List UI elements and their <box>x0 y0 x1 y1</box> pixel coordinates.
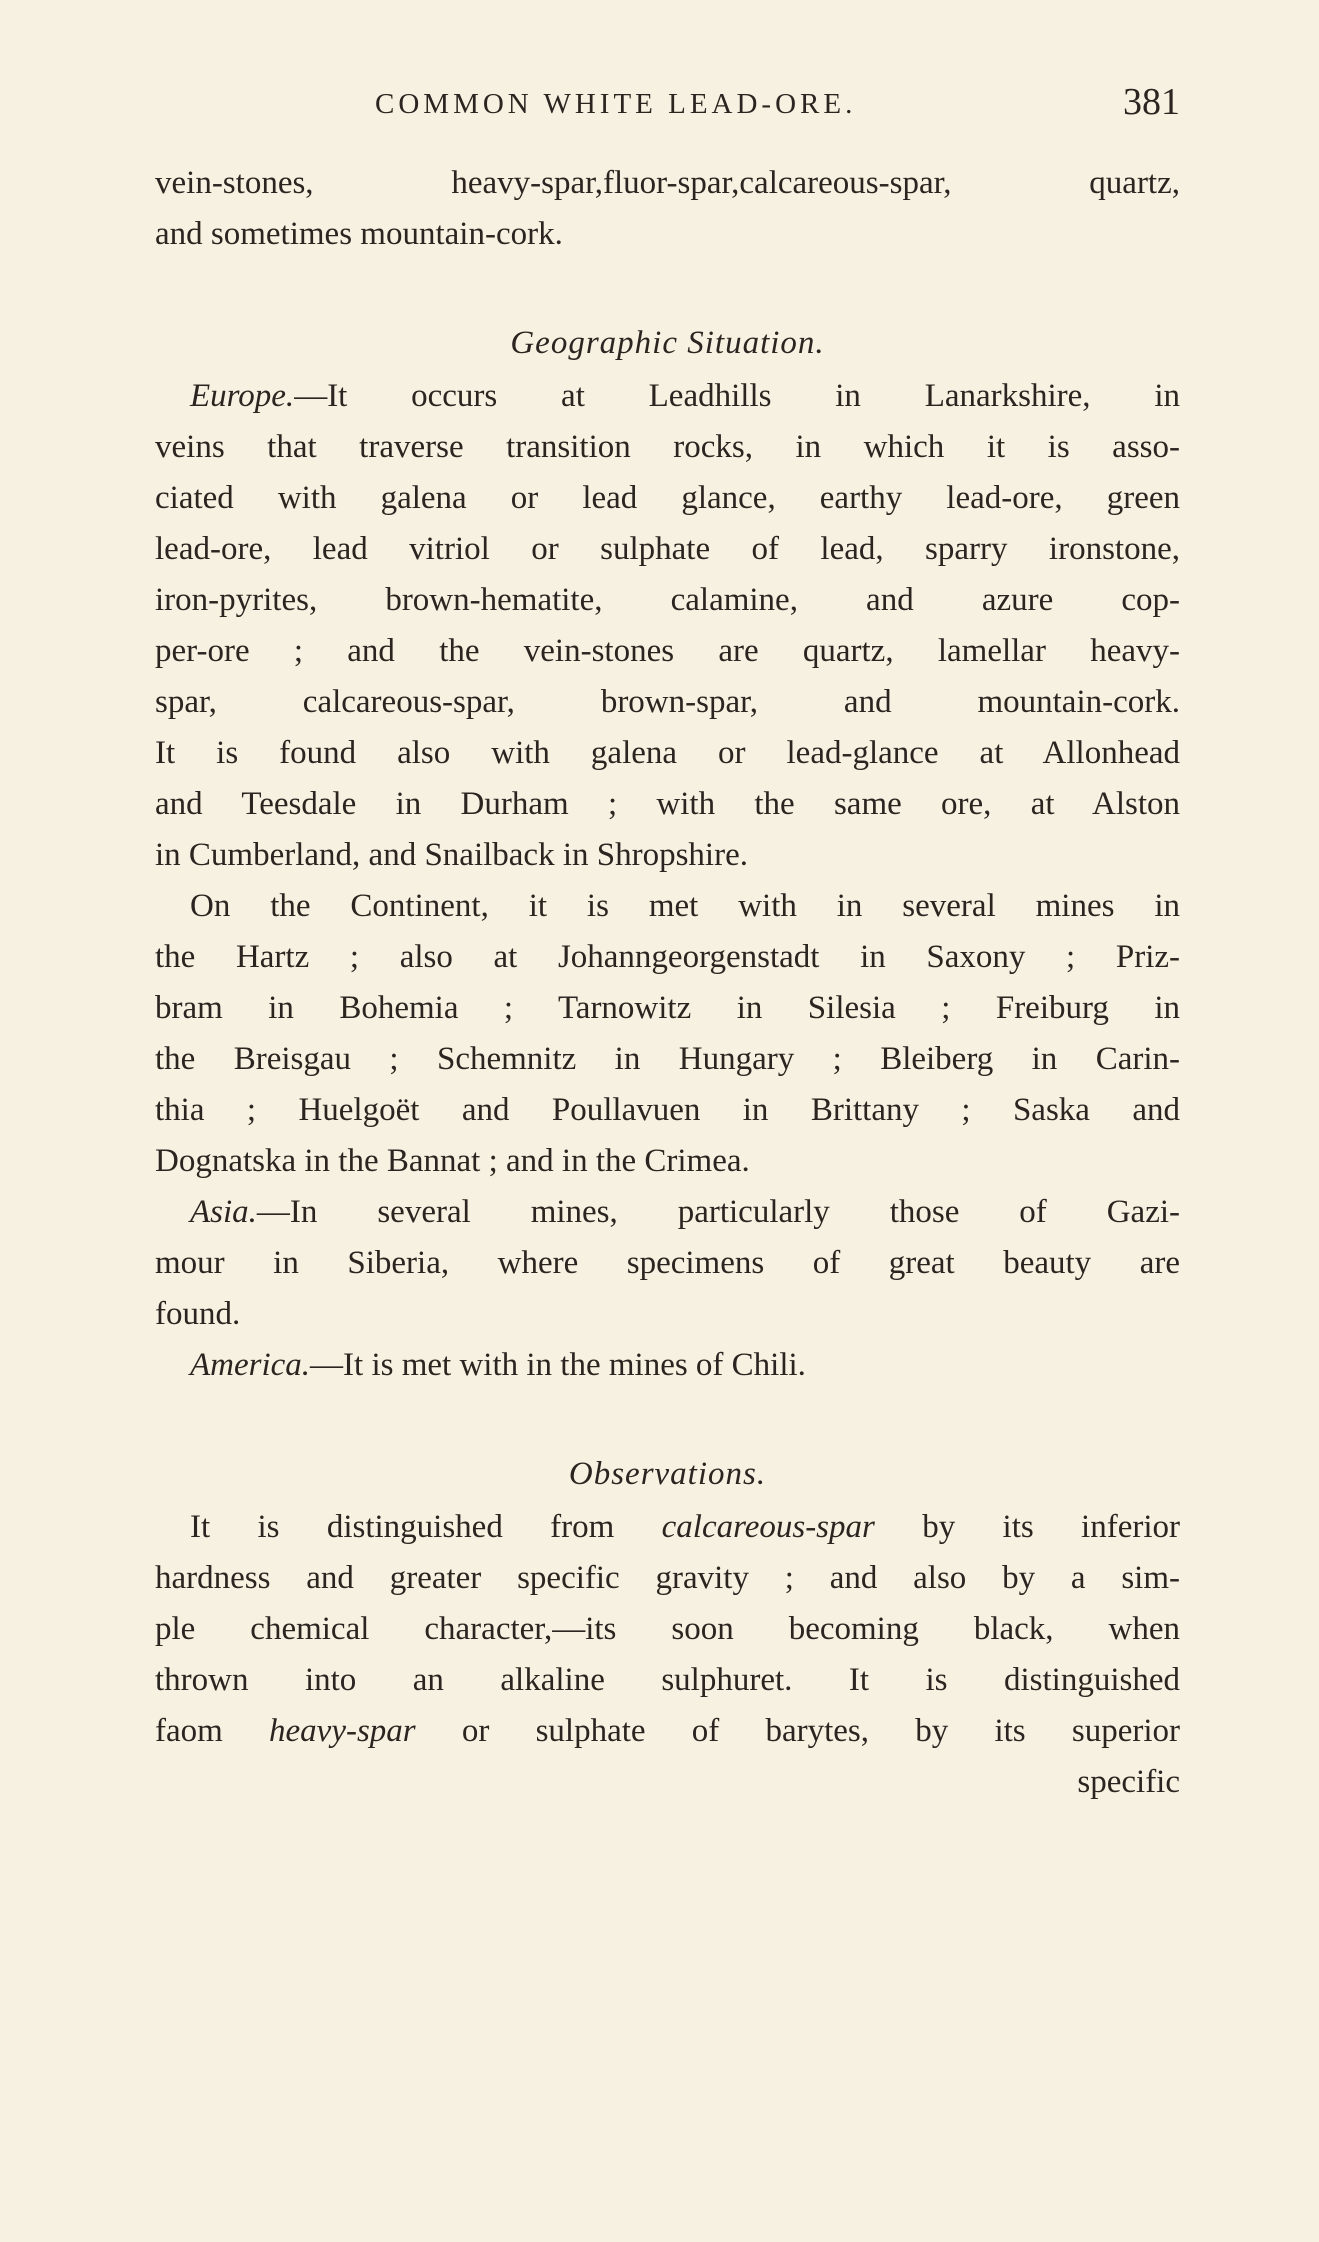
text-line <box>155 209 1180 260</box>
line-text: spar, calcareous-spar, brown-spar, and mountain-cork. <box>155 684 1180 720</box>
page-number: 381 <box>1123 81 1180 123</box>
text-line <box>155 728 1180 779</box>
line-text: per-ore ; and the vein-stones are quartz, lamellar heavy- <box>155 633 1180 669</box>
text-line <box>155 881 1180 932</box>
text-line <box>155 1238 1180 1289</box>
line-text: vein-stones, heavy-spar,fluor-spar,calcareous-spar, quartz, <box>155 165 1180 201</box>
line-text: found. <box>155 1296 241 1332</box>
line-text: hardness and greater specific gravity ; and also by a sim- <box>155 1560 1180 1596</box>
text-line <box>155 1502 1180 1553</box>
text-line <box>155 983 1180 1034</box>
text-line <box>155 1706 1180 1757</box>
italic-term: Asia. <box>190 1194 257 1230</box>
text-line <box>155 626 1180 677</box>
line-text: the Hartz ; also at Johanngeorgenstadt in Saxony ; Priz- <box>155 939 1180 975</box>
line-text: ciated with galena or lead glance, earthy lead-ore, green <box>155 480 1180 516</box>
text-line <box>155 932 1180 983</box>
line-text: bram in Bohemia ; Tarnowitz in Silesia ; Freiburg in <box>155 990 1180 1026</box>
line-text: mour in Siberia, where specimens of great beauty are <box>155 1245 1180 1281</box>
line-text: —In several mines, particularly those of Gazi- <box>256 1194 1180 1230</box>
line-text: in Cumberland, and Snailback in Shropshire. <box>155 837 748 873</box>
body-text <box>155 158 1180 1808</box>
text-line <box>155 830 1180 881</box>
italic-term: heavy-spar <box>269 1713 416 1749</box>
text-line <box>155 1655 1180 1706</box>
italic-term: Europe. <box>190 378 295 414</box>
line-text: It is distinguished from <box>190 1509 662 1545</box>
text-line <box>155 1034 1180 1085</box>
text-line <box>155 1136 1180 1187</box>
line-text: and sometimes mountain-cork. <box>155 216 563 252</box>
line-text: or sulphate of barytes, by its superior <box>415 1713 1180 1749</box>
line-text: On the Continent, it is met with in several mines in <box>190 888 1180 924</box>
page-header <box>155 80 1180 140</box>
section-gap <box>155 1391 1180 1446</box>
line-text: thrown into an alkaline sulphuret. It is distinguished <box>155 1662 1180 1698</box>
text-line <box>155 158 1180 209</box>
italic-term: America. <box>190 1347 311 1383</box>
text-line <box>155 1553 1180 1604</box>
line-text: veins that traverse transition rocks, in which it is asso- <box>155 429 1180 465</box>
text-line <box>155 1187 1180 1238</box>
line-text: thia ; Huelgoët and Poullavuen in Brittany ; Saska and <box>155 1092 1180 1128</box>
line-text: specific <box>1077 1764 1180 1800</box>
text-line <box>155 1340 1180 1391</box>
text-line <box>155 779 1180 830</box>
line-text: —It is met with in the mines of Chili. <box>310 1347 806 1383</box>
text-line <box>155 1085 1180 1136</box>
text-line <box>155 575 1180 626</box>
italic-term: calcareous-spar <box>661 1509 875 1545</box>
section-heading: Observations. <box>568 1456 767 1492</box>
text-line <box>155 371 1180 422</box>
line-text: lead-ore, lead vitriol or sulphate of lead, sparry ironstone, <box>155 531 1180 567</box>
text-line <box>155 1604 1180 1655</box>
section-heading: Geographic Situation. <box>510 325 825 361</box>
line-text: It is found also with galena or lead-glance at Allonhead <box>155 735 1180 771</box>
line-text: ple chemical character,—its soon becoming black, when <box>155 1611 1180 1647</box>
line-text: Dognatska in the Bannat ; and in the Crimea. <box>155 1143 750 1179</box>
line-text: by its inferior <box>874 1509 1180 1545</box>
line-text: —It occurs at Leadhills in Lanarkshire, in <box>294 378 1180 414</box>
running-head: COMMON WHITE LEAD-ORE. <box>375 88 857 120</box>
section-gap <box>155 260 1180 315</box>
text-line <box>155 422 1180 473</box>
text-line <box>155 524 1180 575</box>
text-line <box>155 1757 1180 1808</box>
line-text: the Breisgau ; Schemnitz in Hungary ; Bleiberg in Carin- <box>155 1041 1180 1077</box>
text-line <box>155 677 1180 728</box>
text-line <box>155 473 1180 524</box>
text-line <box>155 1289 1180 1340</box>
line-text: iron-pyrites, brown-hematite, calamine, and azure cop- <box>155 582 1180 618</box>
line-text: and Teesdale in Durham ; with the same ore, at Alston <box>155 786 1180 822</box>
line-text: faom <box>155 1713 270 1749</box>
